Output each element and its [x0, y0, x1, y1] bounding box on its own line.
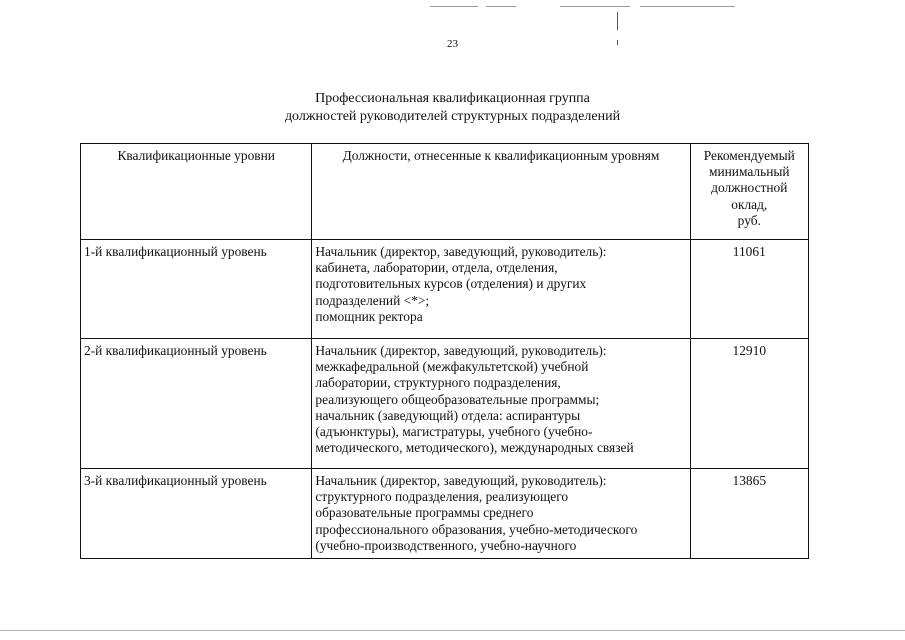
- scan-artifact-line: [560, 6, 630, 7]
- header-salary-line: оклад,: [731, 196, 768, 212]
- title-line: Профессиональная квалификационная группа: [315, 91, 590, 106]
- position-line: лаборатории, структурного подразделения,: [315, 375, 561, 391]
- position-line: методического, методического), международных связей: [315, 440, 634, 456]
- table-row: [81, 240, 809, 339]
- position-line: Начальник (директор, заведующий, руководитель):: [315, 343, 607, 358]
- salary-cell: 13865: [690, 469, 808, 559]
- position-line: Начальник (директор, заведующий, руководитель):: [315, 473, 607, 488]
- header-salary-line: минимальный: [709, 164, 790, 180]
- position-line: образовательные программы среднего: [315, 505, 534, 521]
- table-row: [81, 469, 809, 559]
- level-cell: 1-й квалификационный уровень: [81, 240, 312, 339]
- position-line: подготовительных курсов (отделения) и других: [315, 276, 587, 292]
- scan-artifact-line: [430, 6, 478, 7]
- position-line: Начальник (директор, заведующий, руководитель):: [315, 244, 607, 259]
- header-positions: Должности, отнесенные к квалификационным уровням: [312, 144, 690, 240]
- header-salary-line: должностной: [711, 180, 788, 196]
- position-line: профессионального образования, учебно-методического: [315, 521, 638, 537]
- scan-artifact-line: [0, 630, 905, 631]
- scan-artifact-mark: [617, 12, 618, 30]
- position-line: (адъюнктуры), магистратуры, учебного (учебно-: [315, 424, 593, 440]
- qualification-table: [80, 143, 809, 559]
- position-line: реализующего общеобразовательные программы;: [315, 391, 600, 407]
- position-line: кабинета, лаборатории, отдела, отделения,: [315, 260, 558, 276]
- position-line: структурного подразделения, реализующего: [315, 489, 569, 505]
- positions-cell: [312, 339, 690, 469]
- level-cell: 2-й квалификационный уровень: [81, 339, 312, 469]
- header-levels: Квалификационные уровни: [81, 144, 312, 240]
- position-line: (учебно-производственного, учебно-научного: [315, 537, 577, 553]
- position-line: помощник ректора: [315, 308, 423, 324]
- scan-artifact-line: [486, 6, 516, 7]
- page-title: [0, 90, 905, 126]
- scan-artifact-line: [640, 6, 735, 7]
- header-salary-line: руб.: [737, 212, 761, 228]
- positions-cell: [312, 469, 690, 559]
- position-line: подразделений <*>;: [315, 292, 430, 308]
- salary-cell: 11061: [690, 240, 808, 339]
- position-line: начальник (заведующий) отдела: аспирантуры: [315, 407, 581, 423]
- positions-cell: [312, 240, 690, 339]
- header-salary: [690, 144, 808, 240]
- page-number: 23: [447, 38, 458, 50]
- title-line: должностей руководителей структурных подразделений: [284, 109, 621, 124]
- table-row: [81, 339, 809, 469]
- salary-cell: 12910: [690, 339, 808, 469]
- level-cell: 3-й квалификационный уровень: [81, 469, 312, 559]
- header-salary-line: Рекомендуемый: [703, 148, 795, 163]
- position-line: межкафедральной (межфакультетской) учебной: [315, 359, 589, 375]
- table-header-row: [81, 144, 809, 240]
